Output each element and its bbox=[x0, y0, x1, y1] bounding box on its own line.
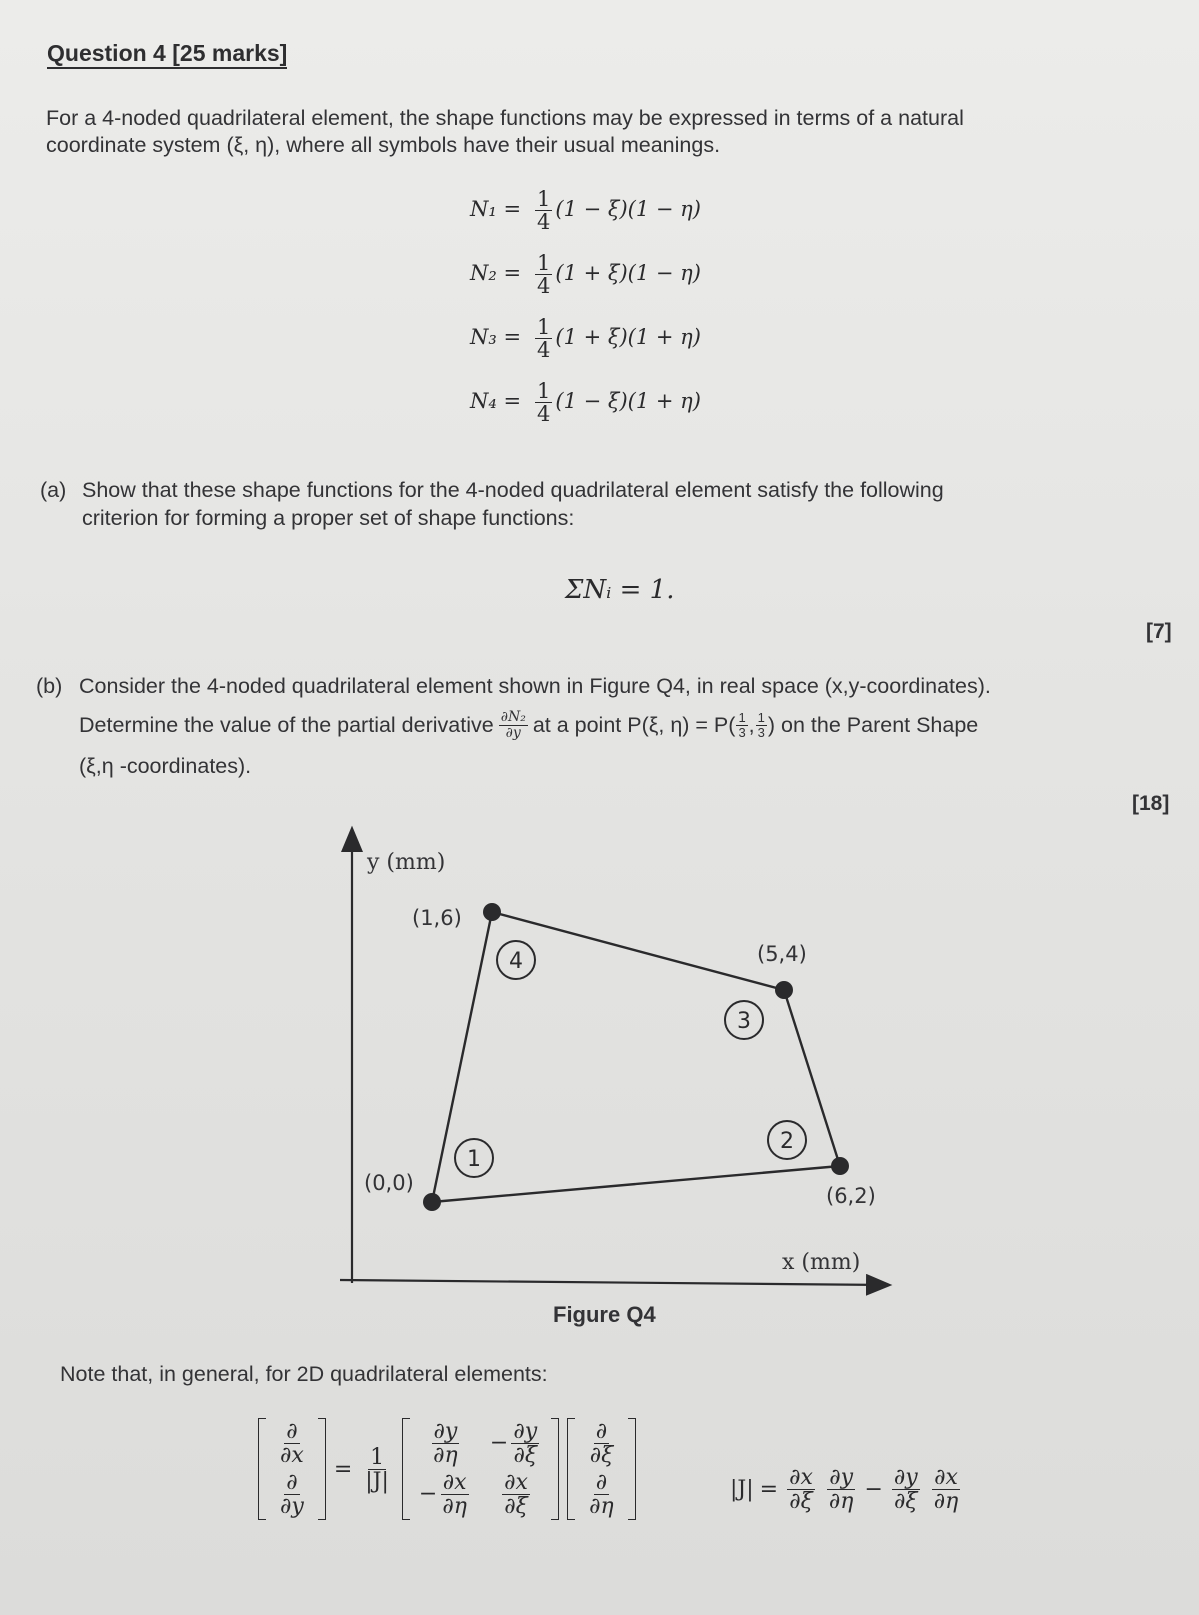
node-1-point bbox=[423, 1193, 441, 1211]
intro-line-1: For a 4-noded quadrilateral element, the shape functions may be expressed in terms of a natural bbox=[46, 106, 964, 130]
point-eta-fraction: $\frac{1}{3}$ bbox=[757, 710, 765, 740]
shape-function-n1: N₁ = $\frac{1}{4}$ (1 − ξ)(1 − η) bbox=[470, 187, 701, 235]
node-1-number: 1 bbox=[467, 1147, 481, 1172]
shape-function-n4: N₄ = $\frac{1}{4}$ (1 − ξ)(1 + η) bbox=[470, 379, 701, 427]
partial-derivative-fraction: $\frac{\text{∂N₂}}{\partial y}$ bbox=[500, 709, 526, 741]
figure-caption: Figure Q4 bbox=[553, 1302, 656, 1327]
node-2-coord-label: (6,2) bbox=[826, 1184, 876, 1208]
question-title: Question 4 [25 marks] bbox=[47, 40, 287, 69]
node-4-number: 4 bbox=[509, 949, 523, 974]
part-a-label: (a) bbox=[40, 478, 67, 502]
natural-operator-vector: $\frac{\partial}{\partial\xi}$ $\frac{\partial}{\partial\eta}$ bbox=[567, 1418, 636, 1520]
node-1-coord-label: (0,0) bbox=[364, 1171, 414, 1195]
part-a-line-1: Show that these shape functions for the 4-noded quadrilateral element satisfy the following bbox=[82, 478, 944, 502]
shape-function-n2: N₂ = $\frac{1}{4}$ (1 + ξ)(1 − η) bbox=[470, 251, 701, 299]
note-text: Note that, in general, for 2D quadrilateral elements: bbox=[60, 1362, 548, 1386]
node-3-point bbox=[775, 981, 793, 999]
node-2-number: 2 bbox=[780, 1129, 794, 1154]
node-3-number: 3 bbox=[737, 1009, 751, 1034]
node-3-coord-label: (5,4) bbox=[757, 942, 807, 966]
lhs-operator-vector: $\frac{\partial}{\partial x}$ $\frac{\partial}{\partial y}$ bbox=[258, 1418, 326, 1520]
part-a-marks: [7] bbox=[1146, 620, 1172, 643]
y-axis-label: y (mm) bbox=[367, 850, 446, 875]
part-a-line-2: criterion for forming a proper set of shape functions: bbox=[82, 506, 575, 530]
sum-equation: ΣNᵢ = 1. bbox=[565, 575, 675, 605]
inverse-jacobian-factor: $\frac{1}{|J|}$ bbox=[365, 1444, 389, 1494]
node-2-point bbox=[831, 1157, 849, 1175]
part-b-marks: [18] bbox=[1132, 792, 1170, 815]
part-b-line-1: Consider the 4-noded quadrilateral element shown in Figure Q4, in real space (x,y-coordinates). bbox=[79, 674, 991, 698]
jacobian-relation: $\frac{\partial}{\partial x}$ $\frac{\partial}{\partial y}$ = $\frac{1}{|J|}$ $\frac{\partial y}{\partial\eta}$ − $\frac{\partial y}{\partial\xi}$ − $\frac{\partial x}{\partial\eta}$ $\frac{\partial x}{\partial\xi}$ $\frac{\partial}{\partial\xi}$ $\frac{\partial}{\partial\eta}$ bbox=[258, 1418, 636, 1520]
node-4-point bbox=[483, 903, 501, 921]
point-xi-fraction: $\frac{1}{3}$ bbox=[738, 710, 746, 740]
intro-line-2: coordinate system (ξ, η), where all symbols have their usual meanings. bbox=[46, 133, 721, 157]
x-axis bbox=[340, 1280, 888, 1285]
cofactor-matrix: $\frac{\partial y}{\partial\eta}$ − $\frac{\partial y}{\partial\xi}$ − $\frac{\partial x}{\partial\eta}$ $\frac{\partial x}{\partial\xi}$ bbox=[402, 1418, 559, 1520]
part-b-line-3: (ξ,η -coordinates). bbox=[79, 754, 252, 778]
part-b-label: (b) bbox=[36, 674, 63, 698]
node-4-coord-label: (1,6) bbox=[412, 906, 462, 930]
x-axis-label: x (mm) bbox=[782, 1250, 861, 1275]
part-b-line-2: Determine the value of the partial derivative $\frac{\text{∂N₂}}{\partial y}$ at a point P(ξ, η) = P( $\frac{1}{3}$ , $\frac{1}{3}$ ) on the Parent Shape bbox=[79, 709, 979, 741]
shape-function-n3: N₃ = $\frac{1}{4}$ (1 + ξ)(1 + η) bbox=[470, 315, 701, 363]
jacobian-determinant: |J| = $\frac{\partial x}{\partial\xi}$ $\frac{\partial y}{\partial\eta}$ − $\frac{\partial y}{\partial\xi}$ $\frac{\partial x}{\partial\eta}$ bbox=[730, 1465, 959, 1515]
